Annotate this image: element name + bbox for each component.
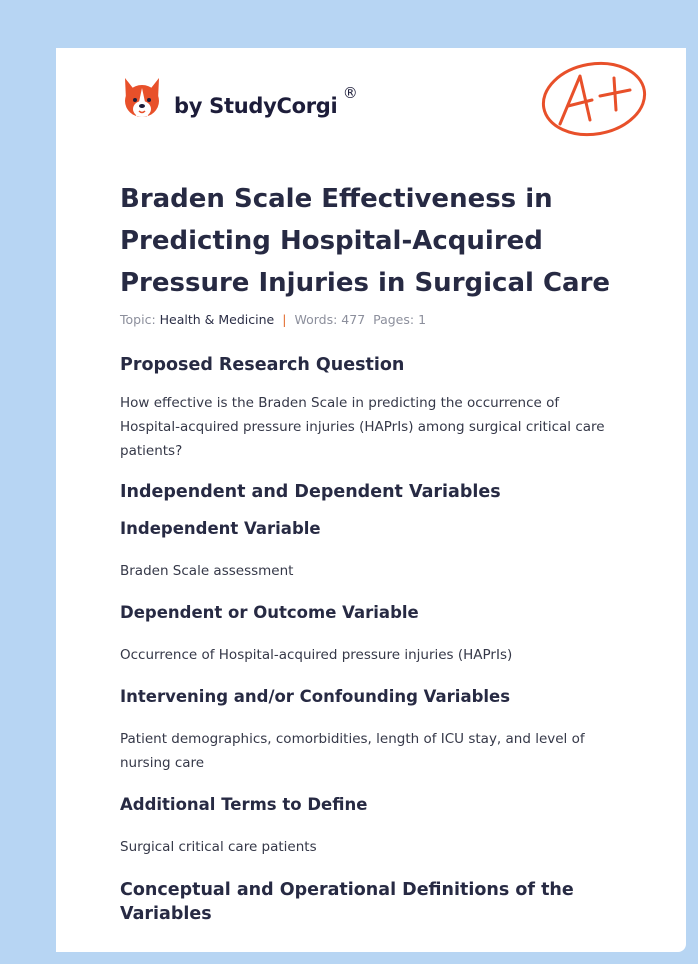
corgi-icon [122,76,162,120]
section-heading-independent-variable: Independent Variable [120,519,321,538]
section-heading-definitions: Conceptual and Operational Definitions of the Variables [120,880,574,924]
section-heading-confounding-variables: Intervening and/or Confounding Variables [120,687,511,706]
pages-count: 1 [418,312,427,327]
grade-a-plus-icon [538,58,650,140]
document-card [56,48,686,952]
studycorgi-logo[interactable] [122,76,358,120]
section-text-independent-variable: Braden Scale assessment [120,563,294,579]
section-text-research-question: How effective is the Braden Scale in predicting the occurrence of Hospital-acquired pressure injuries (HAPrIs) among surgical critical care patients? [120,395,605,459]
section-text-dependent-variable: Occurrence of Hospital-acquired pressure injuries (HAPrIs) [120,647,513,663]
document-title: Braden Scale Effectiveness in Predicting Hospital-Acquired Pressure Injuries in Surgical Care [120,184,611,298]
section-text-additional-terms: Surgical critical care patients [120,839,317,855]
section-heading-additional-terms: Additional Terms to Define [120,795,368,814]
topic-link[interactable]: Health & Medicine [159,312,275,327]
words-label: Words: [294,312,338,327]
section-heading-variables: Independent and Dependent Variables [120,482,501,502]
section-heading-dependent-variable: Dependent or Outcome Variable [120,603,419,622]
registered-mark: ® [342,84,358,102]
meta-separator: | [282,312,287,327]
pages-label: Pages: [373,312,415,327]
section-heading-research-question: Proposed Research Question [120,355,405,375]
document-meta [120,312,426,327]
section-text-confounding-variables: Patient demographics, comorbidities, length of ICU stay, and level of nursing care [120,731,585,771]
brand-name: by StudyCorgi ® [174,84,358,118]
topic-label: Topic: [120,312,156,327]
words-count: 477 [341,312,366,327]
